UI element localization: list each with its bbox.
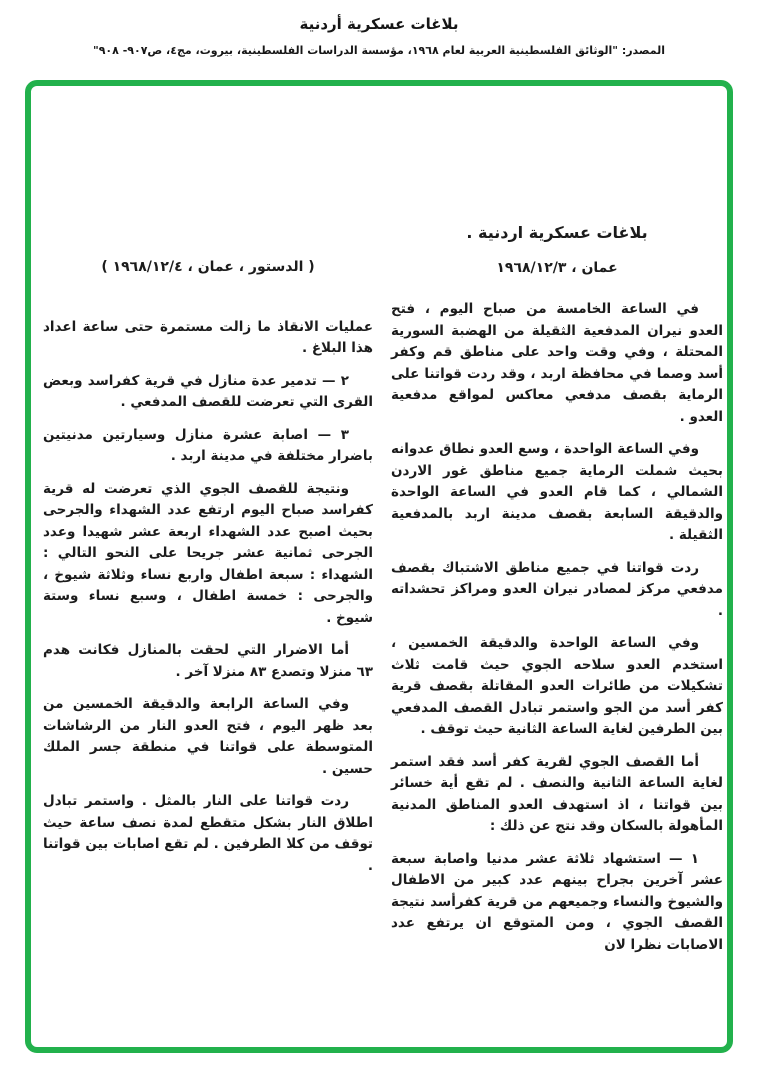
paragraph: أما القصف الجوي لقرية كفر أسد فقد استمر لغاية الساعة الثانية والنصف . لم تقع أية خسائر بين قواتنا ، اذ استهدف العدو المناطق المدنية المأهولة بالسكان وقد نتج عن ذلك : — [391, 753, 723, 834]
paragraph: ردت قواتنا على النار بالمثل . واستمر تبادل اطلاق النار بشكل متقطع لمدة نصف ساعة حيث توقف من كلا الطرفين . لم تقع اصابات بين قواتنا . — [43, 793, 373, 874]
paragraph: وفي الساعة الواحدة ، وسع العدو نطاق عدوانه بحيث شملت الرماية جميع مناطق غور الاردن الشمالي ، كما قام العدو في الساعة الواحدة والدقيقة السابعة بقصف مدينة اربد بالمدفعية الثقيلة . — [391, 441, 723, 543]
source-citation: المصدر: "الوثائق الفلسطينية العربية لعام ١٩٦٨، مؤسسة الدراسات الفلسطينية، بيروت، مج٤، ص٩٠٧- ٩٠٨" — [92, 44, 666, 57]
page-title: بلاغات عسكرية أردنية — [299, 15, 459, 33]
paragraph: في الساعة الخامسة من صباح اليوم ، فتح العدو نيران المدفعية الثقيلة من الهضبة السورية المحتلة ، وفي وقت واحد على مناطق قم وكفر أسد وصما في محافظة اربد ، وقد ردت قواتنا على الرماية بقصف مدفعي معاكس لمواقع مدفعية العدو . — [391, 301, 723, 425]
paragraph: وفي الساعة الرابعة والدقيقة الخمسين من بعد ظهر اليوم ، فتح العدو النار من الرشاشات المتوسطة على قواتنا في منطقة جسر الملك حسين . — [43, 696, 373, 777]
communique-heading: بلاغات عسكرية اردنية . — [466, 223, 648, 242]
left-column — [43, 257, 373, 888]
right-column — [391, 222, 723, 967]
paragraph: أما الاضرار التي لحقت بالمنازل فكانت هدم ٦٣ منزلا وتصدع ٨٣ منزلا آخر . — [43, 642, 373, 680]
paragraph-numbered-3: ٣ — اصابة عشرة منازل وسيارتين مدنيتين باضرار مختلفة في مدينة اربد . — [43, 426, 373, 464]
paragraph: عمليات الانقاذ ما زالت مستمرة حتى ساعة اعداد هذا البلاغ . — [43, 318, 373, 356]
paragraph-numbered-2: ٢ — تدمير عدة منازل في قرية كفراسد وبعض القرى التي تعرضت للقصف المدفعي . — [43, 372, 373, 410]
page-header — [0, 0, 758, 57]
paragraph: ونتيجة للقصف الجوي الذي تعرضت له قرية كفراسد صباح اليوم ارتفع عدد الشهداء والجرحى بحيث اصبح عدد الشهداء اربعة عشر شهيدا وعدد الجرحى ثمانية عشر جريحا على النحو التالي : الشهداء : سبعة اطفال واربع نساء وثلاثة شيوخ ، والجرحى : خمسة اطفال ، وسبع نساء وستة شيوخ . — [43, 480, 373, 626]
communique-dateline: عمان ، ١٩٦٨/١٢/٣ — [496, 259, 618, 276]
attribution-dateline: ( الدستور ، عمان ، ١٩٦٨/١٢/٤ ) — [101, 259, 315, 275]
document-scan-frame — [25, 80, 733, 1053]
paragraph-numbered-1: ١ — استشهاد ثلاثة عشر مدنيا واصابة سبعة عشر آخرين بجراح بينهم عدد كبير من الاطفال والشيوخ والنساء وجميعهم من قرية كفرأسد نتيجة القصف الجوي ، ومن المتوقع ان يرتفع عدد الاصابات نظرا لان — [391, 850, 723, 953]
paragraph: ردت قواتنا في جميع مناطق الاشتباك بقصف مدفعي مركز لمصادر نيران العدو ومراكز تحشداته . — [391, 559, 723, 619]
paragraph: وفي الساعة الواحدة والدقيقة الخمسين ، استخدم العدو سلاحه الجوي حيث قامت ثلاث تشكيلات من طائرات العدو المقاتلة بقصف قرية كفر أسد من الجو واستمر تبادل القصف المدفعي بين الطرفين لغاية الساعة الثانية حيث توقف . — [391, 635, 723, 737]
